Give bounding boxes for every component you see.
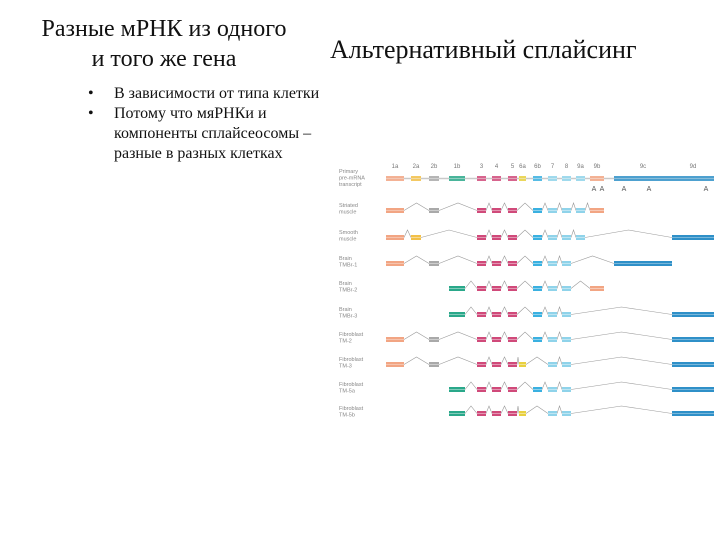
bullet-text: Потому что мяРНКи и компоненты сплайсеосомы – разные в разных клетках (114, 105, 312, 162)
exon-header-label: 1b (453, 164, 461, 170)
bullet-list (88, 84, 320, 164)
splice-connector (571, 332, 672, 340)
polyA-site-marker: A (599, 186, 605, 193)
bullet-item (88, 104, 320, 164)
splice-connector (526, 406, 548, 414)
splice-connector (571, 256, 614, 264)
polyA-site-marker: A (646, 186, 652, 193)
splice-connector (501, 406, 508, 414)
row-label: Brain (339, 256, 352, 262)
splice-connector (517, 406, 519, 414)
splice-connector (557, 203, 562, 211)
exon-header-label: 3 (479, 164, 484, 170)
splice-connector (404, 332, 429, 340)
splice-connector (557, 382, 562, 390)
splice-connector (526, 357, 548, 365)
row-label: Fibroblast (339, 332, 364, 338)
splice-connector (557, 230, 562, 238)
splice-connector (557, 357, 562, 365)
row-label: Smooth (339, 230, 358, 236)
splice-connector (486, 332, 492, 340)
row-label: Brain (339, 307, 352, 313)
splice-connector (486, 203, 492, 211)
left-title-line1: Разные мРНК из одного (41, 16, 287, 42)
exon-header-label: 9b (593, 164, 601, 170)
row-label: TMBr-2 (339, 287, 358, 294)
splice-connector (501, 382, 508, 390)
splice-connector (439, 256, 477, 264)
splice-connector (517, 382, 533, 390)
splice-connector (571, 281, 590, 289)
splice-connector (501, 256, 508, 264)
splice-connector (517, 230, 533, 238)
row-label: TMBr-3 (339, 313, 358, 320)
bullet-marker: • (88, 105, 94, 122)
exon-header-label: 7 (550, 164, 555, 170)
splice-connector (571, 307, 672, 315)
splice-connector (542, 281, 548, 289)
exon-header-label: 9d (689, 164, 697, 170)
row-label: Fibroblast (339, 406, 364, 412)
exon-header-label: 9c (639, 164, 647, 170)
splice-connector (542, 230, 548, 238)
splice-connector (439, 332, 477, 340)
splice-connector (571, 230, 576, 238)
bullet-marker: • (88, 85, 94, 102)
splice-connector (486, 357, 492, 365)
splice-connector (404, 256, 429, 264)
splice-connector (571, 406, 672, 414)
bullet-item (88, 84, 320, 104)
splice-connector (542, 307, 548, 315)
row-label: Fibroblast (339, 382, 364, 388)
splice-connector (557, 307, 562, 315)
splice-connector (404, 203, 429, 211)
splice-connector (542, 382, 548, 390)
exon-header-label: 5 (510, 164, 515, 170)
splice-connector (517, 332, 533, 340)
row-label: Brain (339, 281, 352, 287)
splice-connector (486, 281, 492, 289)
splice-connector (517, 307, 533, 315)
polyA-site-marker: A (621, 186, 627, 193)
splice-connector (404, 230, 411, 238)
row-label: pre-mRNA (339, 175, 365, 182)
left-title (14, 14, 314, 74)
polyA-site-marker: A (591, 186, 597, 193)
splice-connector (557, 256, 562, 264)
splice-connector (486, 382, 492, 390)
left-title-line2: и того же гена (91, 46, 237, 72)
row-label: transcript (339, 182, 362, 188)
splice-connector (517, 256, 533, 264)
splice-connector (465, 281, 477, 289)
splice-connector (542, 203, 548, 211)
splice-connector (501, 281, 508, 289)
row-label: TMBr-1 (339, 262, 358, 269)
exon-header-label: 8 (564, 164, 569, 170)
splice-connector (421, 230, 477, 238)
splice-connector (571, 382, 672, 390)
splice-connector (517, 203, 533, 211)
splice-connector (486, 230, 492, 238)
splice-connector (585, 203, 590, 211)
splice-connector (465, 406, 477, 414)
row-label: TM-3 (339, 363, 352, 370)
splice-connector (465, 382, 477, 390)
exon-header-label: 4 (494, 164, 499, 170)
bullet-text: В зависимости от типа клетки (114, 85, 320, 102)
row-label: Fibroblast (339, 357, 364, 363)
splice-connector (404, 357, 429, 365)
right-title: Альтернативный сплайсинг (330, 35, 637, 64)
row-label: TM-5a (339, 388, 355, 395)
splice-connector (585, 230, 672, 238)
exon-header-label: 6a (519, 164, 526, 170)
splice-connector (501, 357, 508, 365)
row-label: muscle (339, 209, 357, 216)
row-label: muscle (339, 236, 357, 243)
row-label: Primary (339, 169, 358, 175)
row-label: TM-5b (339, 412, 355, 419)
splice-connector (501, 203, 508, 211)
splice-connector (501, 332, 508, 340)
splice-connector (571, 357, 672, 365)
row-label: TM-2 (339, 338, 352, 345)
splicing-diagram (336, 158, 714, 428)
splice-connector (542, 332, 548, 340)
splice-connector (486, 256, 492, 264)
splice-connector (557, 406, 562, 414)
splice-connector (439, 357, 477, 365)
exon-header-label: 2a (412, 164, 420, 170)
splice-connector (501, 230, 508, 238)
splice-connector (571, 203, 576, 211)
splice-connector (517, 357, 519, 365)
row-label: Striated (339, 203, 358, 209)
splice-connector (517, 281, 533, 289)
exon-header-label: 2b (430, 164, 438, 170)
exon-header-label: 9a (577, 164, 584, 170)
exon-header-label: 6b (534, 164, 541, 170)
splice-connector (542, 256, 548, 264)
splice-connector (465, 307, 477, 315)
exon-header-label: 1a (391, 164, 399, 170)
splice-connector (486, 406, 492, 414)
splice-connector (501, 307, 508, 315)
splice-connector (439, 203, 477, 211)
splice-connector (557, 281, 562, 289)
splice-connector (486, 307, 492, 315)
splice-connector (557, 332, 562, 340)
polyA-site-marker: A (703, 186, 709, 193)
